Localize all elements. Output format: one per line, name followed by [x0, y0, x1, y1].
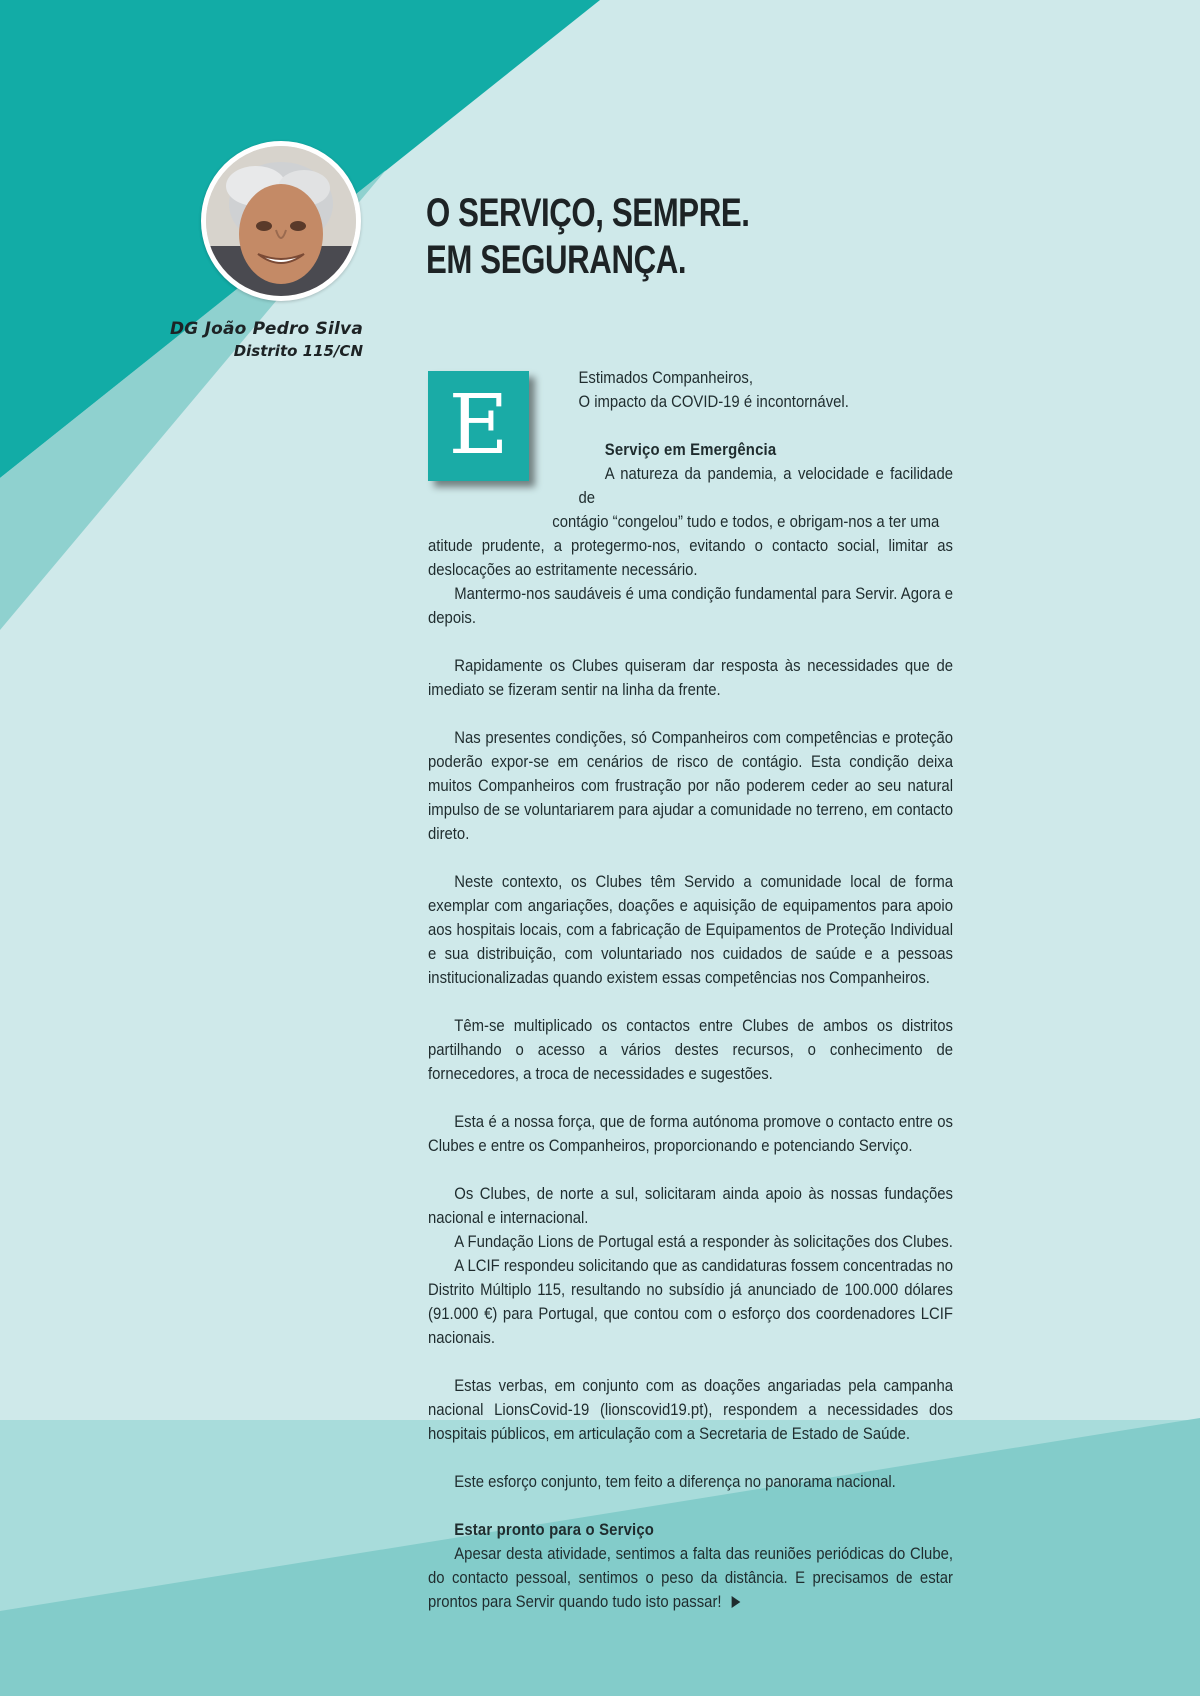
paragraph-1c: atitude prudente, a protegermo-nos, evitando o contacto social, limitar as deslocações ao estritamente necessário.	[428, 536, 953, 579]
paragraph-6: Têm-se multiplicado os contactos entre Clubes de ambos os distritos partilhando o acesso a vários destes recursos, o conhecimento de fornecedores, a troca de necessidades e sugestões.	[428, 1016, 953, 1083]
portrait-photo-icon	[206, 146, 356, 296]
paragraph-5: Neste contexto, os Clubes têm Servido a comunidade local de forma exemplar com angariações, doações e aquisição de equipamentos para apoio aos hospitais locais, com a fabricação de Equipamentos de Proteção Individual e sua distribuição, com voluntariado nos cuidados de saúde e a pessoas institucionalizadas quando existem essas competências nos Companheiros.	[428, 872, 953, 987]
author-block	[120, 318, 363, 362]
paragraph-9: A Fundação Lions de Portugal está a responder às solicitações dos Clubes.	[454, 1232, 953, 1251]
paragraph-8: Os Clubes, de norte a sul, solicitaram ainda apoio às nossas fundações nacional e internacional.	[428, 1184, 953, 1227]
paragraph-7: Esta é a nossa força, que de forma autónoma promove o contacto entre os Clubes e entre os Companheiros, proporcionando e potenciando Serviço.	[428, 1112, 953, 1155]
paragraph-13-text: Apesar desta atividade, sentimos a falta das reuniões periódicas do Clube, do contacto pessoal, sentimos o peso da distância. E precisamos de estar prontos para Servir quando tudo isto passar!	[428, 1544, 953, 1611]
paragraph-3: Rapidamente os Clubes quiseram dar resposta às necessidades que de imediato se fizeram sentir na linha da frente.	[428, 656, 953, 699]
play-arrow-icon	[732, 1596, 741, 1608]
author-district: Distrito 115/CN	[233, 342, 363, 360]
title-line-2: EM SEGURANÇA.	[426, 238, 687, 282]
page-title	[426, 190, 832, 284]
author-photo	[201, 141, 361, 301]
paragraph-1a: A natureza da pandemia, a velocidade e facilidade de	[578, 464, 953, 507]
author-name: DG João Pedro Silva	[170, 319, 363, 339]
heading-emergency: Serviço em Emergência	[604, 440, 777, 459]
paragraph-11: Estas verbas, em conjunto com as doações angariadas pela campanha nacional LionsCovid-19 (lionscovid19.pt), respondem a necessidades dos hospitais públicos, em articulação com a Secretaria de Estado de Saúde.	[428, 1376, 953, 1443]
paragraph-2: Mantermo-nos saudáveis é uma condição fundamental para Servir. Agora e depois.	[428, 584, 953, 627]
intro: O impacto da COVID-19 é incontornável.	[578, 392, 849, 411]
article-body	[428, 366, 953, 1614]
heading-ready: Estar pronto para o Serviço	[454, 1520, 655, 1539]
paragraph-12: Este esforço conjunto, tem feito a diferença no panorama nacional.	[454, 1472, 896, 1491]
greeting: Estimados Companheiros,	[578, 368, 753, 387]
paragraph-13	[428, 1542, 953, 1614]
title-line-1: O SERVIÇO, SEMPRE.	[426, 191, 750, 235]
paragraph-1b: contágio “congelou” tudo e todos, e obrigam-nos a ter uma	[552, 512, 940, 531]
drop-cap: E	[428, 371, 529, 481]
paragraph-4: Nas presentes condições, só Companheiros com competências e proteção poderão expor-se em cenários de risco de contágio. Esta condição deixa muitos Companheiros com frustração por não poderem ceder ao seu natural impulso de se voluntariarem para ajudar a comunidade no terreno, em contacto direto.	[428, 728, 953, 843]
paragraph-10: A LCIF respondeu solicitando que as candidaturas fossem concentradas no Distrito Múltiplo 115, resultando no subsídio já anunciado de 100.000 dólares (91.000 €) para Portugal, que contou com o esforço dos coordenadores LCIF nacionais.	[428, 1256, 953, 1347]
